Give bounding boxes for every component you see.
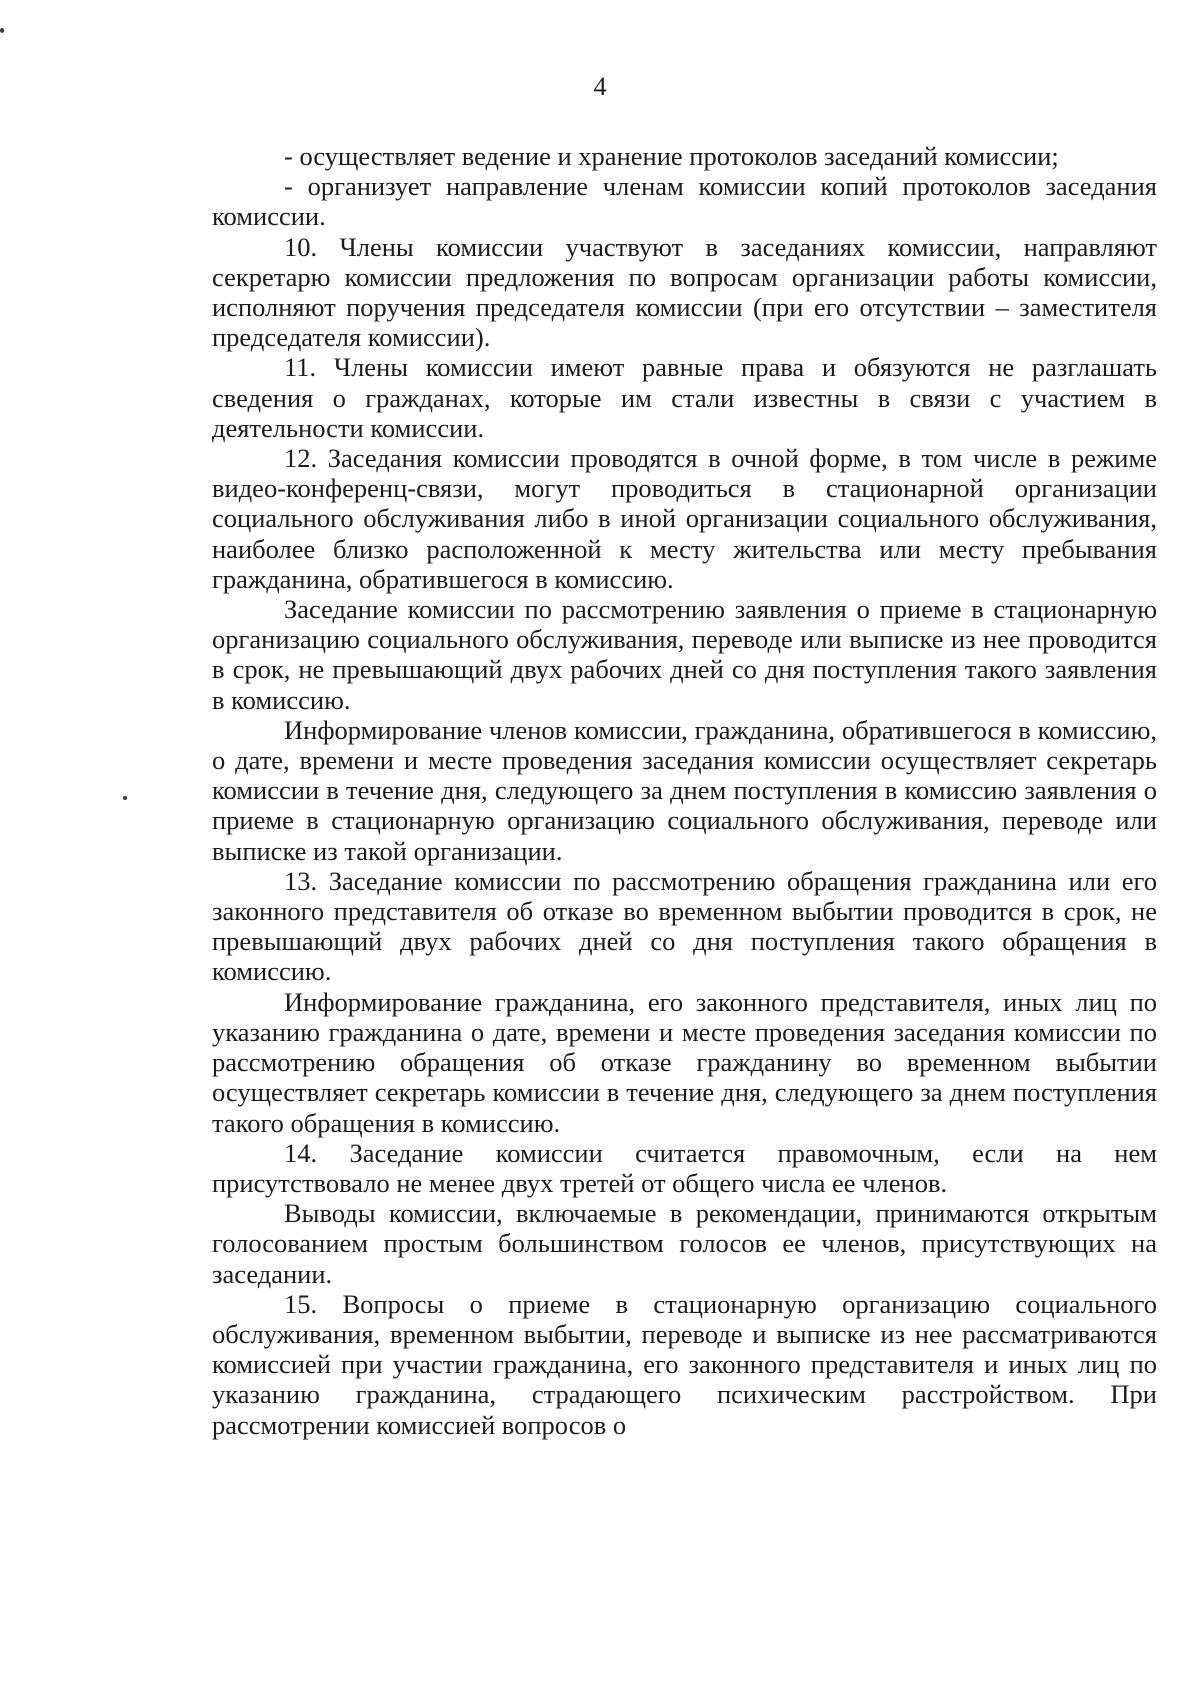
paragraph: Выводы комиссии, включаемые в рекомендации, принимаются открытым голосованием простым большинством голосов ее членов, присутствующих на заседании. <box>212 1198 1157 1289</box>
document-body <box>212 141 1157 1440</box>
scan-speck <box>0 28 4 33</box>
page-number: 4 <box>593 72 607 101</box>
paragraph: - осуществляет ведение и хранение протоколов заседаний комиссии; <box>284 141 1059 171</box>
paragraph: 10. Члены комиссии участвуют в заседаниях комиссии, направляют секретарю комиссии предложения по вопросам организации работы комиссии, исполняют поручения председателя комиссии (при его отсутствии – заместителя председателя комиссии). <box>212 231 1157 353</box>
paragraph: - организует направление членам комиссии копий протоколов заседания комиссии. <box>212 171 1157 232</box>
paragraph: 11. Члены комиссии имеют равные права и обязуются не разглашать сведения о гражданах, которые им стали известны в связи с участием в деятельности комиссии. <box>212 352 1157 443</box>
paragraph: Информирование членов комиссии, гражданина, обратившегося в комиссию, о дате, времени и месте проведения заседания комиссии осуществляет секретарь комиссии в течение дня, следующего за днем поступления в комиссию заявления о приеме в стационарную организацию социального обслуживания, переводе или выписке из такой организации. <box>212 714 1157 866</box>
paragraph: 13. Заседание комиссии по рассмотрению обращения гражданина или его законного представителя об отказе во временном выбытии проводится в срок, не превышающий двух рабочих дней со дня поступления такого обращения в комиссию. <box>212 865 1157 987</box>
paragraph: 15. Вопросы о приеме в стационарную организацию социального обслуживания, временном выбытии, переводе и выписке из нее рассматриваются комиссией при участии гражданина, его законного представителя и иных лиц по указанию гражданина, страдающего психическим расстройством. При рассмотрении комиссией вопросов о <box>212 1288 1157 1440</box>
scan-speck <box>123 796 127 800</box>
paragraph: Информирование гражданина, его законного представителя, иных лиц по указанию гражданина о дате, времени и месте проведения заседания комиссии по рассмотрению обращения об отказе гражданину во временном выбытии осуществляет секретарь комиссии в течение дня, следующего за днем поступления такого обращения в комиссию. <box>212 986 1157 1138</box>
paragraph: 14. Заседание комиссии считается правомочным, если на нем присутствовало не менее двух третей от общего числа ее членов. <box>212 1137 1157 1198</box>
paragraph: 12. Заседания комиссии проводятся в очной форме, в том числе в режиме видео-конференц-связи, могут проводиться в стационарной организации социального обслуживания либо в иной организации социального обслуживания, наиболее близко расположенной к месту жительства или месту пребывания гражданина, обратившегося в комиссию. <box>212 443 1157 594</box>
paragraph: Заседание комиссии по рассмотрению заявления о приеме в стационарную организацию социального обслуживания, переводе или выписке из нее проводится в срок, не превышающий двух рабочих дней со дня поступления такого заявления в комиссию. <box>212 594 1157 715</box>
